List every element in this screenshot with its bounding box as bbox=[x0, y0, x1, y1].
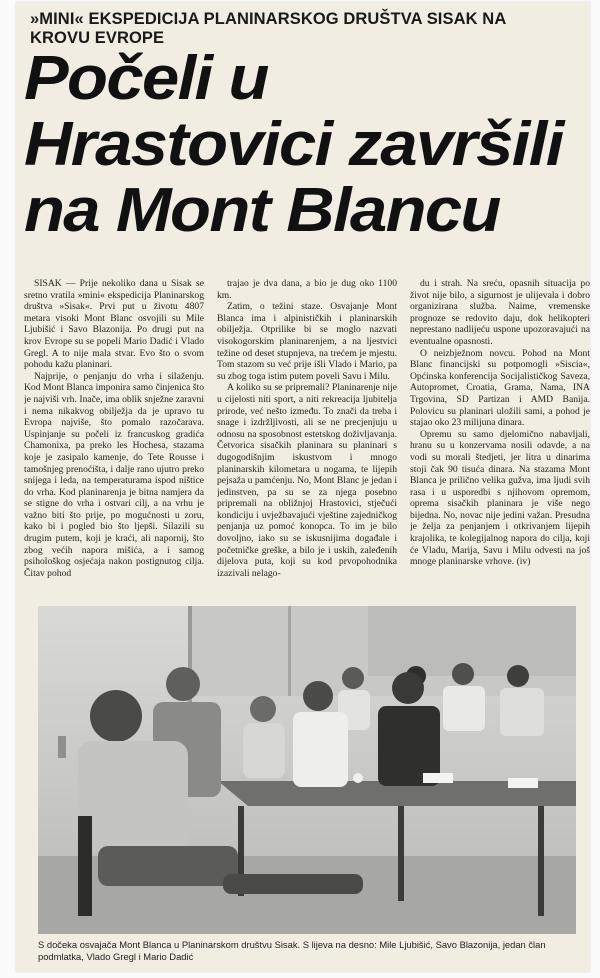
article-column-1 bbox=[24, 278, 204, 603]
paragraph: du i strah. Na sreću, opasnih situacija po život nije bilo, a sigurnost je ulijevala i dobro organizirana služba. Naime, vremenske prognoze se redovito daju, dok helikopteri neprestano nadlijeću uspone upozoravajući na eventualne opasnosti. bbox=[410, 278, 590, 347]
paragraph: A koliko su se pripremali? Planinarenje nije u cijelosti niti sport, a niti rekreacija ljubitelja prirode, već nešto između. To znači da treba i snage i izdržljivosti, ali se ne precjenjuju u odnosu na sposobnost estetskog doživljavanja. Četvorica sisačkih planinara su planinari s dugogodišnjim iskustvom i mnogo planinarskih kilometara u nogama, te lijepih pejsaža u pamćenju. No, Mont Blanc je jedan i jedinstven, pa su se za njega posebno pripremali na obližnjoj Hrastovici, stječući kondiciju i uvježbavajući vještine zajedničkog penjanja uz pomoć konopca. To im je bilo dovoljno, iako su se iskusnijima događale i početničke greške, a bilo je i uskih, zaleđenih dijelova puta, koji su kod prvopohodnika izazivali nelago- bbox=[217, 382, 397, 579]
article-column-3 bbox=[410, 278, 590, 603]
newspaper-clipping bbox=[16, 2, 590, 972]
headline-line-3: na Mont Blancu bbox=[24, 176, 500, 245]
paragraph: O neizbježnom novcu. Pohod na Mont Blanc financijski su potpomogli »Siscia«, Općinska konferencija Socijalističkog Saveza, Autopromet, Croatia, Grama, Nama, INA Trgovina, SD Partizan i AMD Banija. Polovicu su planinari uložili sami, a pohod je stajao oko 23 milijuna dinara. bbox=[410, 347, 590, 429]
article-body bbox=[24, 278, 590, 603]
headline-line-1: Počeli u bbox=[24, 44, 268, 113]
article-headline bbox=[24, 46, 584, 244]
paragraph: Najprije, o penjanju do vrha i silaženju. Kod Mont Blanca imponira samo činjenica što je najviši vrh. Inače, ima oblik snježne zaravni i nema nikakvog obilježja da je upravo tu Evropa najviše, što pomalo razočarava. Uspinjanje su počeli iz francuskog gradića Chamonixa, pa preko les Hochesa, stazama koje je zasipalo kamenje, do Tete Rousse i tamošnjeg prenoćišta, i dalje rano ujutro preko snijega i leda, na temperaturama ispod ništice do vrha. Kod planinarenja je bitna namjera da se stigne do vrha i ostvari cilj, a na vrhu je važno biti što prije, po mogućnosti u zoru, kako bi i pogled bio što ljepši. Silazili su drugim putem, koji je kraći, ali napornij, što zbog većih napora mišića, a i samog psihološkog osjećaja nakon postignutog cilja. Čitav pohod bbox=[24, 370, 204, 579]
group-photo-illustration bbox=[38, 606, 576, 934]
article-kicker: »MINI« EKSPEDICIJA PLANINARSKOG DRUŠTVA SISAK NA KROVU EVROPE bbox=[30, 10, 506, 47]
headline-line-2: Hrastovici završili bbox=[24, 110, 563, 179]
paragraph: Zatim, o težini staze. Osvajanje Mont Blanca ima i alpinističkih i planinarskih obilježja. Otprilike bi se moglo nazvati visokogorskim planinarenjem, a na ljestvici težine od deset stupnjeva, na trećem je mjestu. Tom stazom su već prije išli Vlado i Mario, pa su zbog toga istim putem poveli Savu i Milu. bbox=[217, 301, 397, 382]
paragraph: Opremu su samo djelomično nabavljali, hranu su u konzervama nosili odavde, a na vodi su morali štedjeti, jer litra u dinarima stoji čak 90 tisuća dinara. Na stazama Mont Blanca je prilično velika gužva, ima ljudi svih rasa i u usporedbi s njihovom opremom, oprema sisačkih planinara je više nego bijedna. No, novac nije jedini važan. Presudna je želja za penjanjem i otkrivanjem lijepih krajolika, te kolegijalnog napora do cilja, koji će Vladu, Marija, Savu i Milu odvesti na još mnoge planinarske vrhove. (iv) bbox=[410, 428, 590, 568]
paragraph: SISAK — Prije nekoliko dana u Sisak se sretno vratila »mini« ekspedicija Planinarskog društva »Sisak«. Prvi put u životu 4807 metara visoki Mont Blanc osvojili su Mile Ljubišić i Savo Blazonija. Po drugi put na krov Evrope su se popeli Mario Dadić i Vlado Gregl. A to nije mala stvar. Evo što o svom pohodu kažu planinari. bbox=[24, 278, 204, 371]
paragraph: trajao je dva dana, a bio je dug oko 1100 km. bbox=[217, 278, 397, 301]
article-photo bbox=[38, 606, 576, 934]
photo-caption: S dočeka osvajača Mont Blanca u Planinarskom društvu Sisak. S lijeva na desno: Mile Ljubišić, Savo Blazonija, jedan član podmlatka, Vlado Gregl i Mario Dadić bbox=[38, 939, 546, 962]
article-column-2 bbox=[217, 278, 397, 603]
